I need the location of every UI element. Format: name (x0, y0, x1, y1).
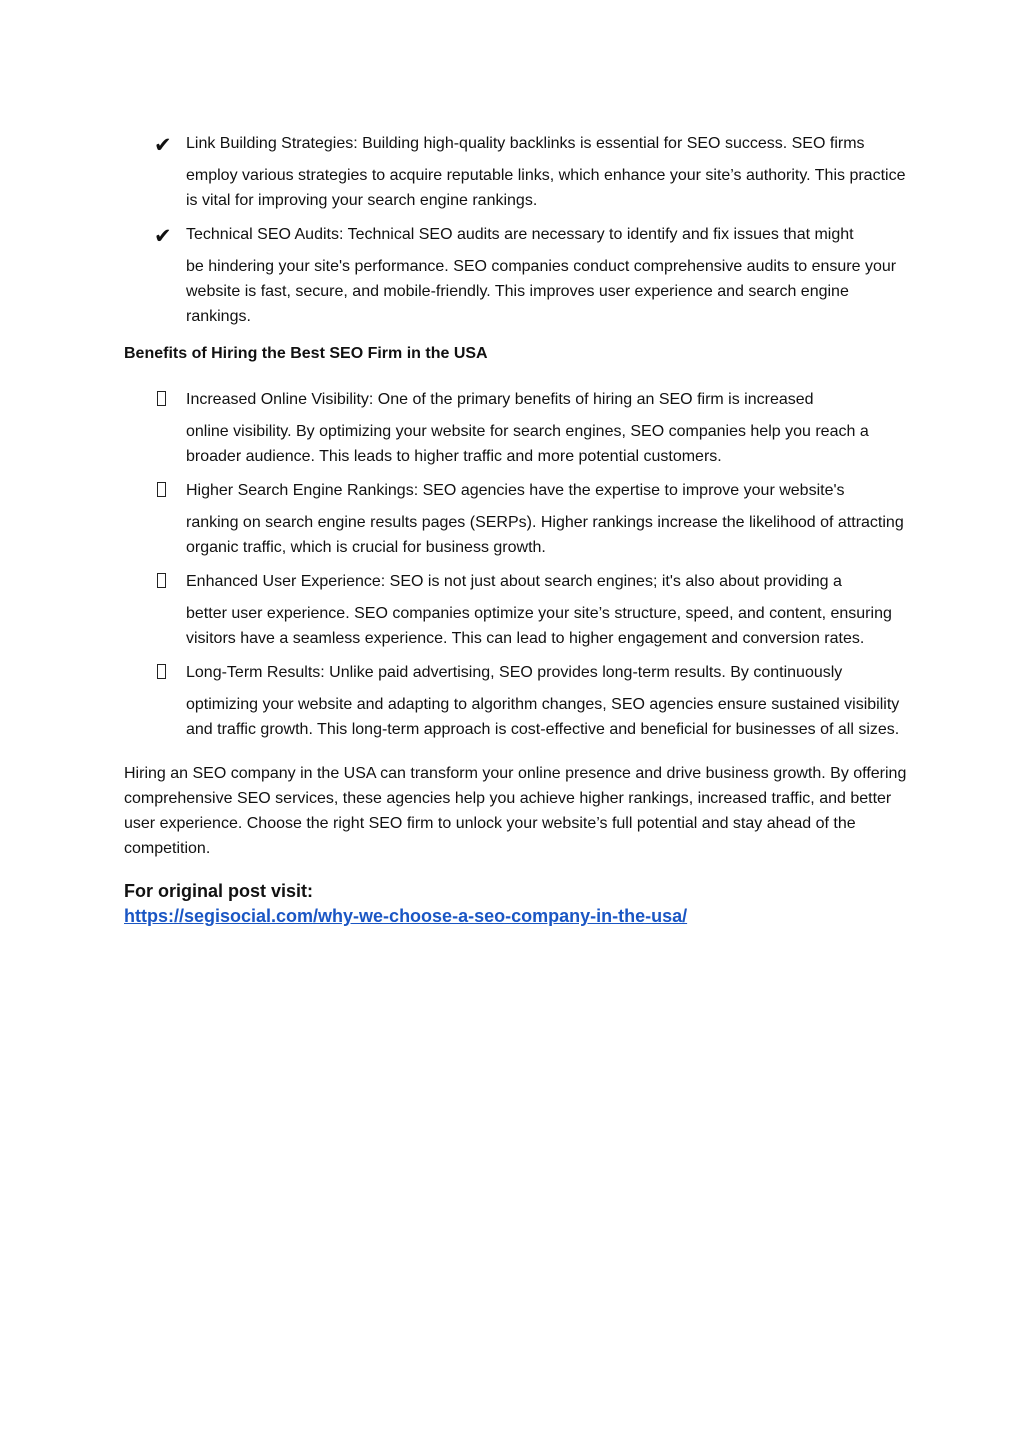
list-item-text: be hindering your site's performance. SEO companies conduct comprehensive audits to ensure your website is fast, secure, and mobile-friendly. This improves user experience and search engine rankings. (186, 258, 897, 325)
benefits-list (124, 387, 914, 742)
list-item (124, 222, 914, 329)
summary-paragraph: Hiring an SEO company in the USA can transform your online presence and drive business growth. By offering comprehensive SEO services, these agencies help you achieve higher rankings, increased traffic, and better user experience. Choose the right SEO firm to unlock your website’s full potential and stay ahead of the competition. (124, 765, 907, 857)
check-mark-icon: ✔ (154, 224, 172, 248)
missing-glyph-icon (154, 569, 174, 594)
list-item-text: ranking on search engine results pages (SERPs). Higher rankings increase the likelihood of attracting organic traffic, which is crucial for business growth. (186, 514, 904, 556)
list-item-first-line: Link Building Strategies: Building high-quality backlinks is essential for SEO success. SEO firms (186, 135, 865, 152)
missing-glyph-icon (154, 660, 174, 685)
list-item-first-line: Technical SEO Audits: Technical SEO audits are necessary to identify and fix issues that might (186, 226, 854, 243)
list-item (124, 387, 914, 469)
original-post-label: For original post visit: (124, 881, 314, 901)
missing-glyph-icon (154, 478, 174, 503)
original-post-link[interactable]: https://segisocial.com/why-we-choose-a-seo-company-in-the-usa/ (124, 906, 688, 926)
list-item-text: employ various strategies to acquire reputable links, which enhance your site’s authority. This practice is vital for improving your search engine rankings. (186, 167, 906, 209)
list-item-first-line: Increased Online Visibility: One of the primary benefits of hiring an SEO firm is increased (186, 391, 814, 408)
list-item-text: better user experience. SEO companies optimize your site’s structure, speed, and content, ensuring visitors have a seamless experience. This can lead to higher engagement and conversion rates. (186, 605, 892, 647)
list-item (124, 660, 914, 742)
check-mark-icon: ✔ (154, 133, 172, 157)
list-item (124, 131, 914, 213)
list-item-text: optimizing your website and adapting to algorithm changes, SEO agencies ensure sustained visibility and traffic growth. This long-term approach is cost-effective and beneficial for businesses of all sizes. (186, 696, 900, 738)
document-content (124, 131, 914, 928)
checklist (124, 131, 914, 329)
list-item-first-line: Higher Search Engine Rankings: SEO agencies have the expertise to improve your website's (186, 482, 845, 499)
list-item (124, 478, 914, 560)
list-item-text: online visibility. By optimizing your website for search engines, SEO companies help you reach a broader audience. This leads to higher traffic and more potential customers. (186, 423, 869, 465)
list-item-first-line: Long-Term Results: Unlike paid advertising, SEO provides long-term results. By continuously (186, 664, 843, 681)
section-heading: Benefits of Hiring the Best SEO Firm in the USA (124, 345, 488, 362)
missing-glyph-icon (154, 387, 174, 412)
list-item (124, 569, 914, 651)
list-item-first-line: Enhanced User Experience: SEO is not just about search engines; it's also about providing a (186, 573, 842, 590)
